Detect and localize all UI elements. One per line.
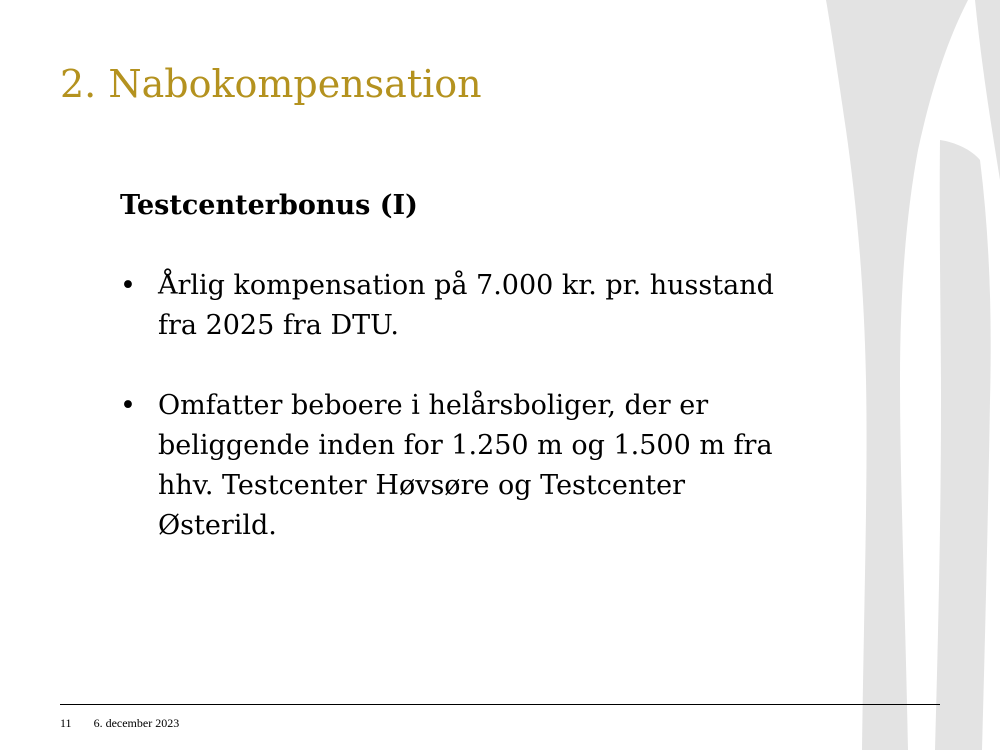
bullet-dot-icon: • [120, 270, 136, 301]
decorative-wave-top-right [975, 0, 1000, 180]
bullet-item [120, 386, 810, 546]
bullet-text: Årlig kompensation på 7.000 kr. pr. husstand fra 2025 fra DTU. [158, 270, 774, 341]
footer-divider [60, 704, 940, 705]
bullet-list [120, 266, 810, 546]
decorative-wave-right [935, 140, 991, 750]
bullet-text: Omfatter beboere i helårsboliger, der er beliggende inden for 1.250 m og 1.500 m fra hhv. Testcenter Høvsøre og Testcenter Østerild. [158, 390, 773, 541]
page-number: 11 [60, 716, 72, 730]
section-subtitle: Testcenterbonus (I) [120, 190, 418, 221]
bullet-item [120, 266, 810, 346]
slide-title: 2. Nabokompensation [60, 62, 482, 106]
slide-content [120, 186, 810, 586]
footer-date: 6. december 2023 [93, 716, 180, 730]
footer [60, 716, 179, 731]
bullet-dot-icon: • [120, 390, 136, 421]
